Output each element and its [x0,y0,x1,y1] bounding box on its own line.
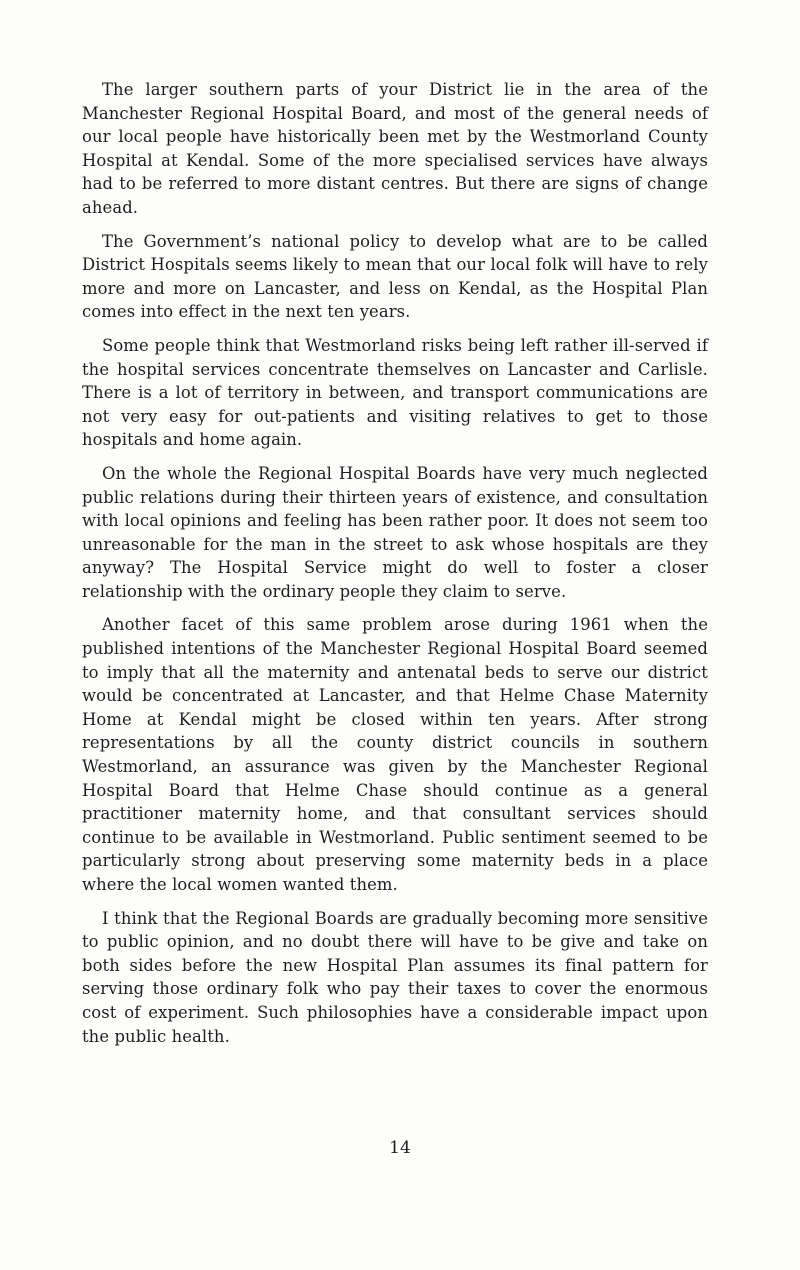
paragraph-4: On the whole the Regional Hospital Boards have very much neglected public relations during their thirteen years of existence, and consultation with local opinions and feeling has been rather poor. It does not seem too unreasonable for the man in the street to ask whose hospitals are they anyway? The Hospital Service might do well to foster a closer relationship with the ordinary people they claim to serve. [82,463,708,601]
body-text [82,78,708,1058]
page-number: 14 [389,1138,411,1158]
paragraph-3: Some people think that Westmorland risks being left rather ill-served if the hospital services concentrate themselves on Lancaster and Carlisle. There is a lot of territory in between, and transport communications are not very easy for out-patients and visiting relatives to get to those hospitals and home again. [82,335,708,450]
paragraph-2: The Government’s national policy to develop what are to be called District Hospitals seems likely to mean that our local folk will have to rely more and more on Lancaster, and less on Kendal, as the Hospital Plan comes into effect in the next ten years. [82,231,708,322]
paragraph-6: I think that the Regional Boards are gradually becoming more sensitive to public opinion, and no doubt there will have to be give and take on both sides before the new Hospital Plan assumes its final pattern for serving those ordinary folk who pay their taxes to cover the enormous cost of experiment. Such philosophies have a considerable impact upon the public health. [82,908,708,1046]
paragraph-5: Another facet of this same problem arose during 1961 when the published intentions of the Manchester Regional Hospital Board seemed to imply that all the maternity and antenatal beds to serve our district would be concentrated at Lancaster, and that Helme Chase Maternity Home at Kendal might be closed within ten years. After strong representations by all the county district councils in southern Westmorland, an assurance was given by the Manchester Regional Hospital Board that Helme Chase should continue as a general practitioner maternity home, and that consultant services should continue to be available in Westmorland. Public sentiment seemed to be particularly strong about preserving some maternity beds in a place where the local women wanted them. [82,615,708,894]
paragraph-1: The larger southern parts of your District lie in the area of the Manchester Regional Hospital Board, and most of the general needs of our local people have historically been met by the Westmorland County Hospital at Kendal. Some of the more specialised services have always had to be referred to more distant centres. But there are signs of change ahead. [82,80,708,217]
